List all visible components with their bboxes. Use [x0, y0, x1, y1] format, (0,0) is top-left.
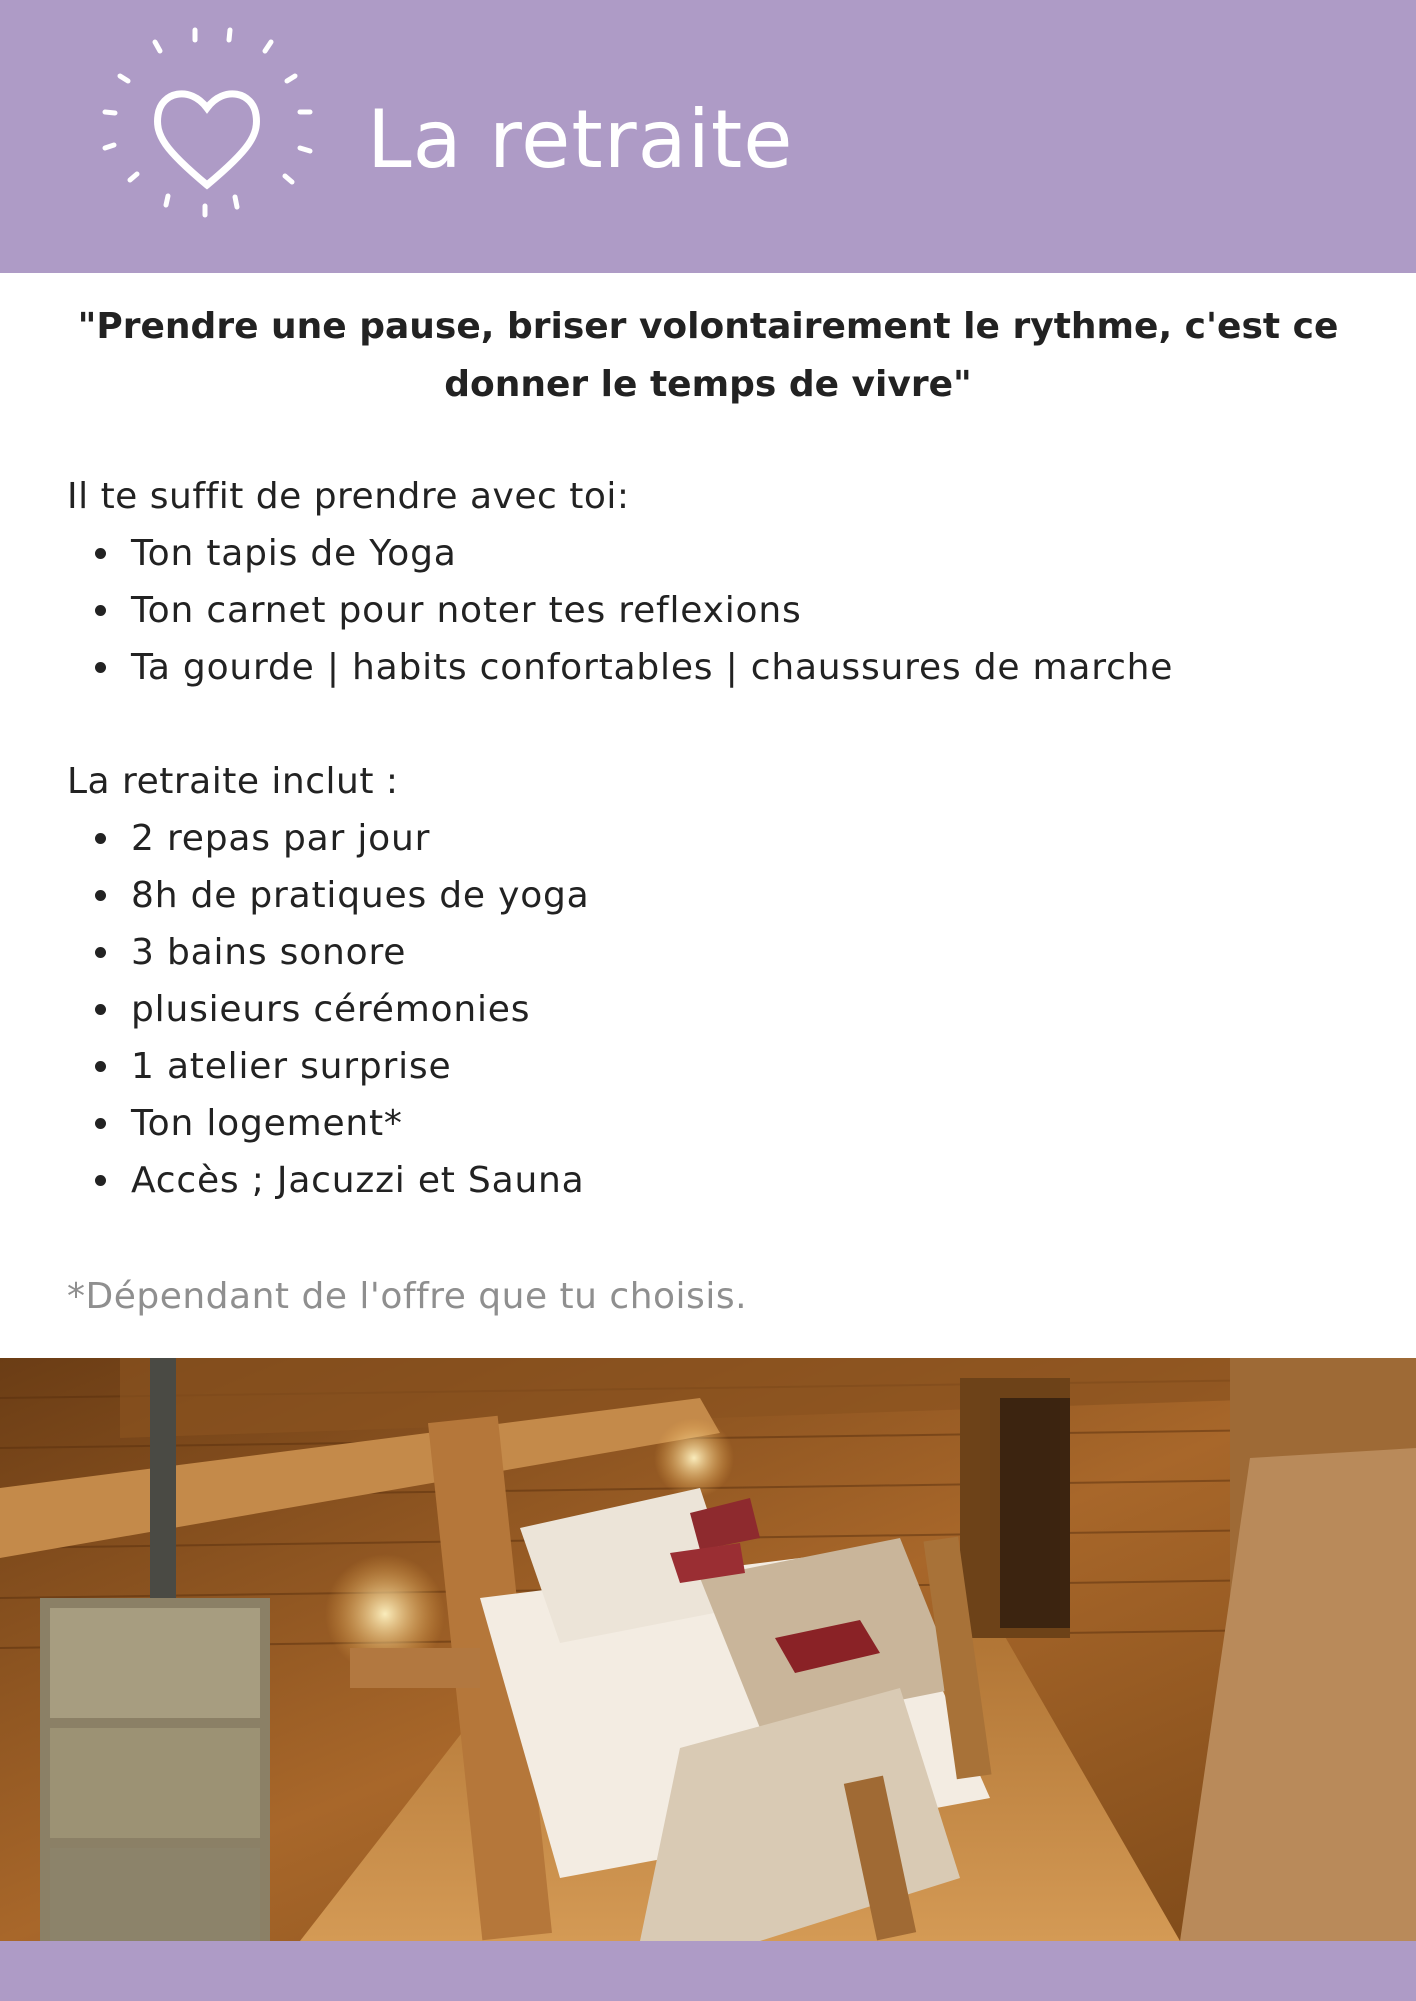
footnote: *Dépendant de l'offre que tu choisis. — [67, 1276, 748, 1317]
bullet-icon — [95, 833, 106, 844]
includes-intro: La retraite inclut : — [67, 761, 399, 802]
bullet-icon — [95, 1061, 106, 1072]
bullet-icon — [95, 947, 106, 958]
bring-list — [67, 525, 1387, 696]
bullet-icon — [95, 1004, 106, 1015]
list-item: Ton logement* — [67, 1095, 1387, 1152]
list-item: Accès ; Jacuzzi et Sauna — [67, 1152, 1387, 1209]
bullet-icon — [95, 1175, 106, 1186]
includes-list — [67, 810, 1387, 1209]
list-item: 3 bains sonore — [67, 924, 1387, 981]
chalet-bedroom-image — [0, 1358, 1416, 1941]
list-item: Ton tapis de Yoga — [67, 525, 1387, 582]
bullet-icon — [95, 662, 106, 673]
quote-text: "Prendre une pause, briser volontairement le rythme, c'est ce donner le temps de vivre" — [77, 306, 1339, 405]
header-banner — [0, 0, 1416, 273]
list-item: 1 atelier surprise — [67, 1038, 1387, 1095]
bullet-icon — [95, 890, 106, 901]
bullet-icon — [95, 605, 106, 616]
chalet-bedroom-photo — [0, 1358, 1416, 1941]
list-item: Ton carnet pour noter tes reflexions — [67, 582, 1387, 639]
page-title: La retraite — [367, 93, 794, 186]
content-section — [67, 468, 1387, 1209]
list-item: 2 repas par jour — [67, 810, 1387, 867]
footer-bar — [0, 1941, 1416, 2001]
list-item: plusieurs cérémonies — [67, 981, 1387, 1038]
list-item: 8h de pratiques de yoga — [67, 867, 1387, 924]
bullet-icon — [95, 1118, 106, 1129]
bring-intro: Il te suffit de prendre avec toi: — [67, 476, 630, 517]
bullet-icon — [95, 548, 106, 559]
heart-icon — [95, 20, 320, 245]
list-item: Ta gourde | habits confortables | chaussures de marche — [67, 639, 1387, 696]
